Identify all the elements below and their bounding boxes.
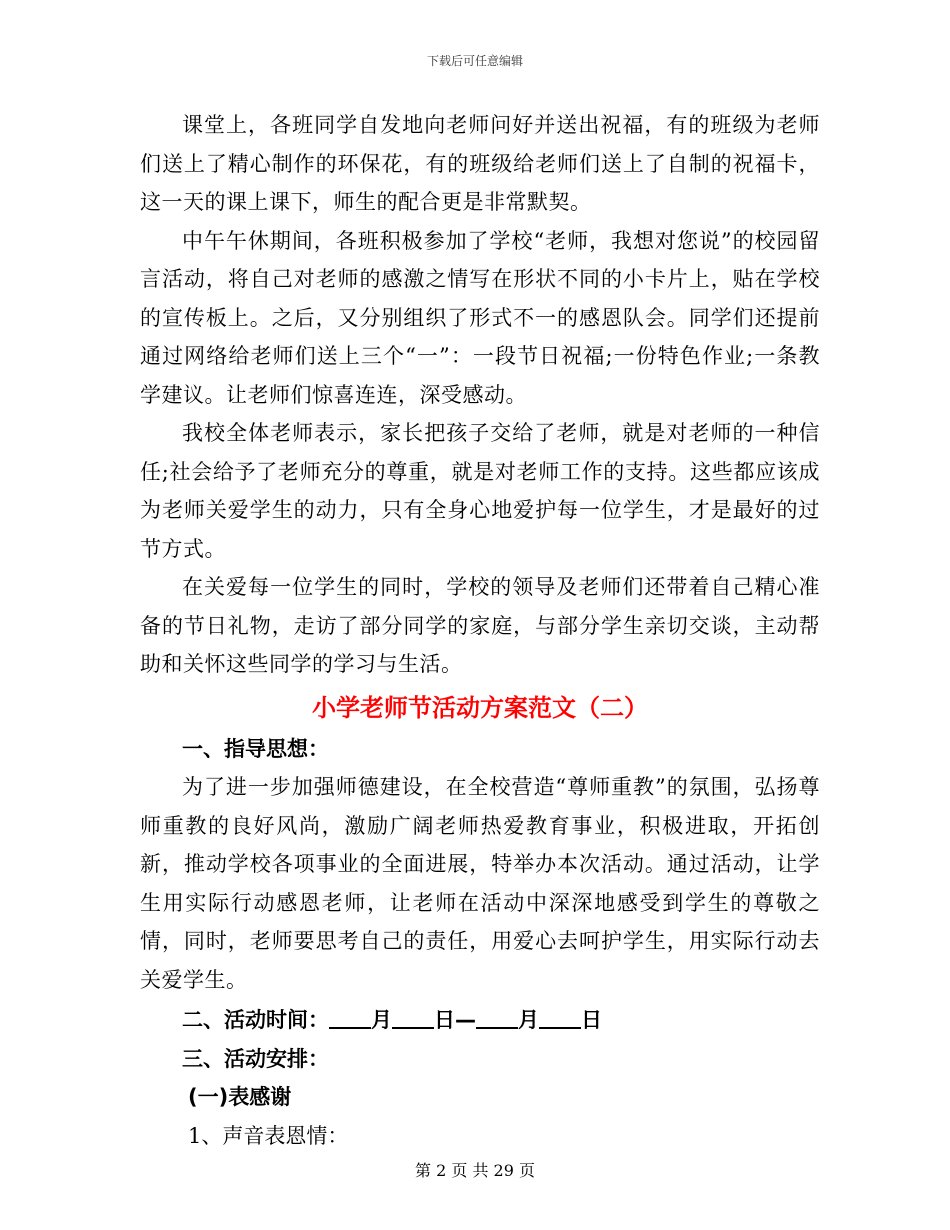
activity-time-line [140, 1001, 820, 1040]
activity-time-label: 二、活动时间： [182, 1008, 329, 1032]
paragraph-noon-activity: 中午午休期间，各班积极参加了学校“老师，我想对您说”的校园留言活动，将自己对老师的感激之情写在形状不同的小卡片上，贴在学校的宣传板上。之后，又分别组织了形式不一的感恩队会。同学们还提前通过网络给老师们送上三个“一”：一段节日祝福;一份特色作业;一条教学建议。让老师们惊喜连连，深受感动。 [140, 228, 820, 407]
page-number: 第 2 页 共 29 页 [415, 1161, 535, 1180]
blank-day-2 [539, 1005, 581, 1029]
paragraph-teachers-statement: 我校全体老师表示，家长把孩子交给了老师，就是对老师的一种信任;社会给予了老师充分的尊重，就是对老师工作的支持。这些都应该成为老师关爱学生的动力，只有全身心地爱护每一位学生，才是最好的过节方式。 [140, 421, 820, 561]
page-header-note: 下载后可任意编辑 [426, 54, 523, 68]
paragraph-classroom: 课堂上，各班同学自发地向老师问好并送出祝福，有的班级为老师们送上了精心制作的环保花，有的班级给老师们送上了自制的祝福卡，这一天的课上课下，师生的配合更是非常默契。 [140, 113, 820, 214]
document-body [140, 106, 820, 1155]
blank-month-2 [476, 1005, 518, 1029]
time-month-2: 月 [518, 1008, 539, 1032]
section-title: 小学老师节活动方案范文（二） [312, 693, 648, 722]
blank-day-1 [392, 1005, 434, 1029]
arrangement-item-1: 1、声音表恩情： [188, 1123, 349, 1148]
arrangement-sub-heading: (一)表感谢 [188, 1085, 292, 1109]
paragraph-home-visits: 在关爱每一位学生的同时，学校的领导及老师们还带着自己精心准备的节日礼物，走访了部分同学的家庭，与部分学生亲切交谈，主动帮助和关怀这些同学的学习与生活。 [140, 575, 820, 676]
time-day-2: 日 [581, 1008, 602, 1032]
guiding-text: 为了进一步加强师德建设，在全校营造“尊师重教”的氛围，弘扬尊师重教的良好风尚，激励广阔老师热爱教育事业，积极进取，开拓创新，推动学校各项事业的全面进展，特举办本次活动。通过活动，让学生用实际行动感恩老师，让老师在活动中深深地感受到学生的尊敬之情，同时，老师要思考自己的责任，用爱心去呵护学生，用实际行动去关爱学生。 [140, 775, 820, 992]
time-day-1: 日— [434, 1008, 476, 1032]
arrangement-heading: 三、活动安排： [182, 1046, 329, 1071]
time-month-1: 月 [371, 1008, 392, 1032]
blank-month-1 [329, 1005, 371, 1029]
guiding-heading: 一、指导思想： [182, 736, 329, 761]
